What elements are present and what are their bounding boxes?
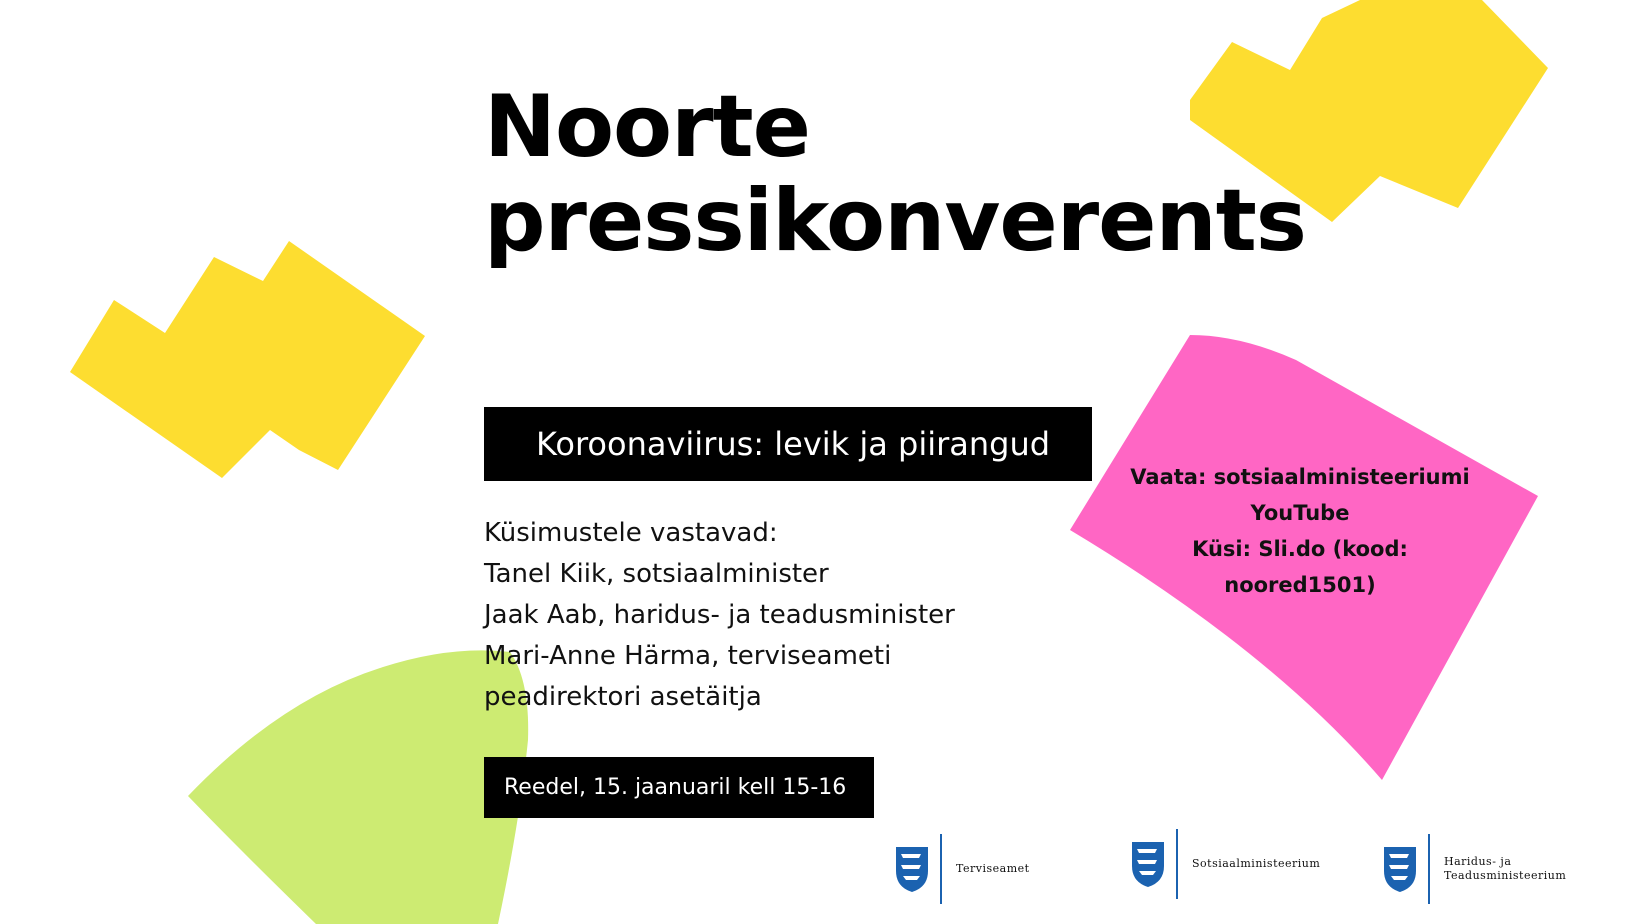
logo-haridus-teadusministeerium: [1382, 834, 1566, 904]
info-line: Küsi: Sli.do (kood:: [1192, 537, 1408, 561]
page-title: [484, 77, 1306, 271]
topic-banner: [484, 407, 1092, 481]
watch-ask-info: [1116, 459, 1484, 603]
logo-sotsiaalministeerium: [1130, 829, 1320, 899]
info-line: Vaata: sotsiaalministeeriumi: [1130, 465, 1470, 489]
logo-terviseamet: [894, 834, 1030, 904]
answerer-line: Tanel Kiik, sotsiaalminister: [484, 559, 829, 589]
estonian-coat-of-arms-icon: [1382, 845, 1418, 893]
answerers-heading: Küsimustele vastavad:: [484, 518, 778, 548]
estonian-coat-of-arms-icon: [1130, 840, 1166, 888]
logo-label: Sotsiaalministeerium: [1192, 857, 1321, 870]
topic-text: Koroonaviirus: levik ja piirangud: [536, 425, 1051, 463]
date-banner: [484, 757, 874, 818]
logo-label: Terviseamet: [956, 862, 1030, 875]
answerer-line: Mari-Anne Härma, terviseameti: [484, 641, 892, 671]
answerers-list: [484, 513, 955, 718]
date-text: Reedel, 15. jaanuaril kell 15-16: [504, 775, 847, 800]
estonian-coat-of-arms-icon: [894, 845, 930, 893]
answerer-line: peadirektori asetäitja: [484, 682, 762, 712]
logo-divider: [1176, 829, 1178, 899]
title-line: pressikonverents: [484, 171, 1306, 271]
info-line: YouTube: [1250, 501, 1350, 525]
answerer-line: Jaak Aab, haridus- ja teadusminister: [484, 600, 955, 630]
title-line: Noorte: [484, 77, 810, 177]
logo-divider: [1428, 834, 1430, 904]
logo-label: Haridus- ja Teadusministeerium: [1444, 855, 1567, 882]
info-line: noored1501): [1224, 573, 1376, 597]
logo-divider: [940, 834, 942, 904]
